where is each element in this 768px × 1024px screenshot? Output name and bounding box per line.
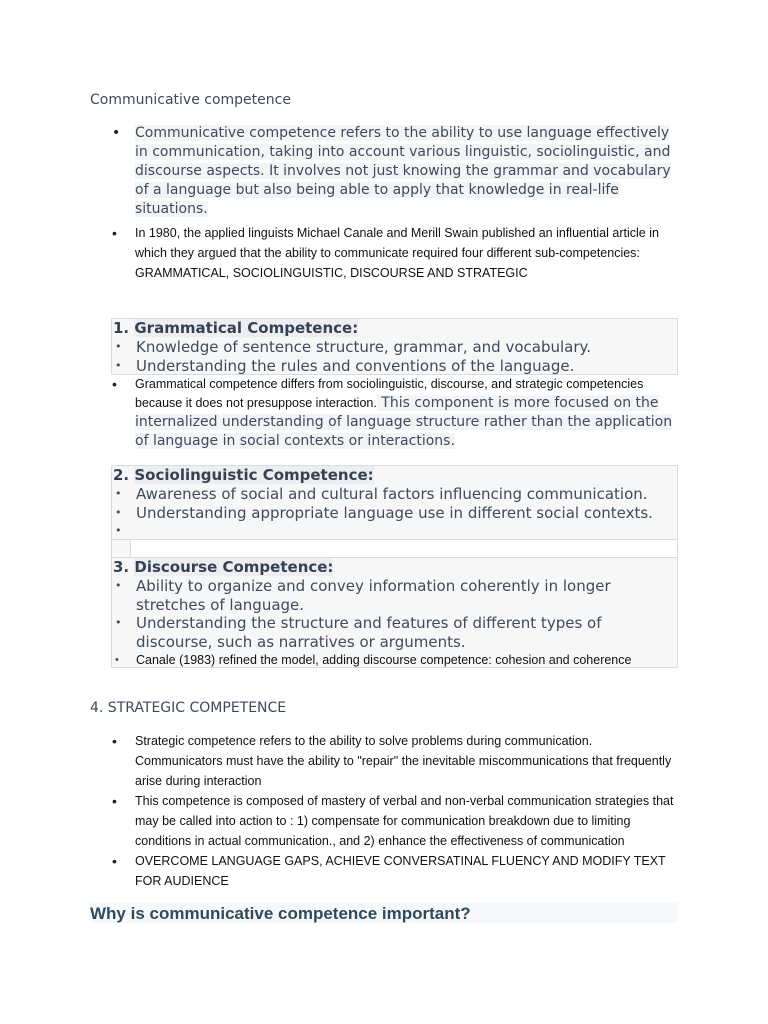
grammatical-list (112, 338, 677, 375)
section-title: 2. Sociolinguistic Competence: (113, 466, 374, 484)
intro-list (90, 124, 680, 283)
discourse-list (112, 577, 677, 670)
list-item: • OVERCOME LANGUAGE GAPS, ACHIEVE CONVERSATINAL FLUENCY AND MODIFY TEXT FOR AUDIENCE (90, 851, 680, 891)
why-heading: Why is communicative competence important? (90, 903, 678, 923)
discourse-competence-box (111, 557, 678, 668)
list-item: • Knowledge of sentence structure, grammar, and vocabulary. (112, 338, 677, 357)
list-item: • Understanding appropriate language use in different social contexts. (112, 504, 677, 523)
list-item: • This competence is composed of mastery of verbal and non-verbal communication strategies that may be called into action to : 1) compensate for communication breakdown due to limiting conditions in actual communication., and 2) enhance the effectiveness of communication (90, 791, 680, 851)
section-title: 3. Discourse Competence: (113, 558, 334, 576)
list-item: • Canale (1983) refined the model, adding discourse competence: cohesion and coherence (112, 651, 677, 670)
section-title: 1. Grammatical Competence: (113, 319, 359, 337)
page-title: Communicative competence (90, 92, 291, 108)
strategic-heading: 4. STRATEGIC COMPETENCE (90, 700, 287, 716)
sociolinguistic-list (112, 485, 677, 541)
list-item: • Strategic competence refers to the ability to solve problems during communication. Communicators must have the ability to "repair" the inevitable miscommunications that frequently arise during interaction (90, 731, 680, 791)
list-item: • Communicative competence refers to the ability to use language effectively in communication, taking into account various linguistic, sociolinguistic, and discourse aspects. It involves not just knowing the grammar and vocabulary of a language but also being able to apply that knowledge in real-life situations. (90, 124, 680, 219)
list-item: • Understanding the rules and conventions of the language. (112, 357, 677, 376)
list-item: • Grammatical competence differs from sociolinguistic, discourse, and strategic competencies because it does not presuppose interaction. This component is more focused on the internalized understanding of language structure rather than the application of language in social contexts or interactions. (90, 375, 680, 451)
list-item: • Awareness of social and cultural factors influencing communication. (112, 485, 677, 504)
grammatical-competence-box (111, 318, 678, 375)
list-item: • Ability to organize and convey information coherently in longer stretches of language. (112, 577, 677, 614)
grammatical-note-list (90, 375, 680, 451)
list-item: • Understanding the structure and features of different types of discourse, such as narratives or arguments. (112, 614, 677, 651)
sociolinguistic-competence-box (111, 465, 678, 540)
table-spacer-row (111, 539, 678, 558)
list-item (112, 522, 677, 541)
strategic-list (90, 731, 680, 891)
list-item: • In 1980, the applied linguists Michael Canale and Merill Swain published an influential article in which they argued that the ability to communicate required four different sub-competencies: GRAMMATICAL, SOCIOLINGUISTIC, DISCOURSE AND STRATEGIC (90, 223, 680, 283)
